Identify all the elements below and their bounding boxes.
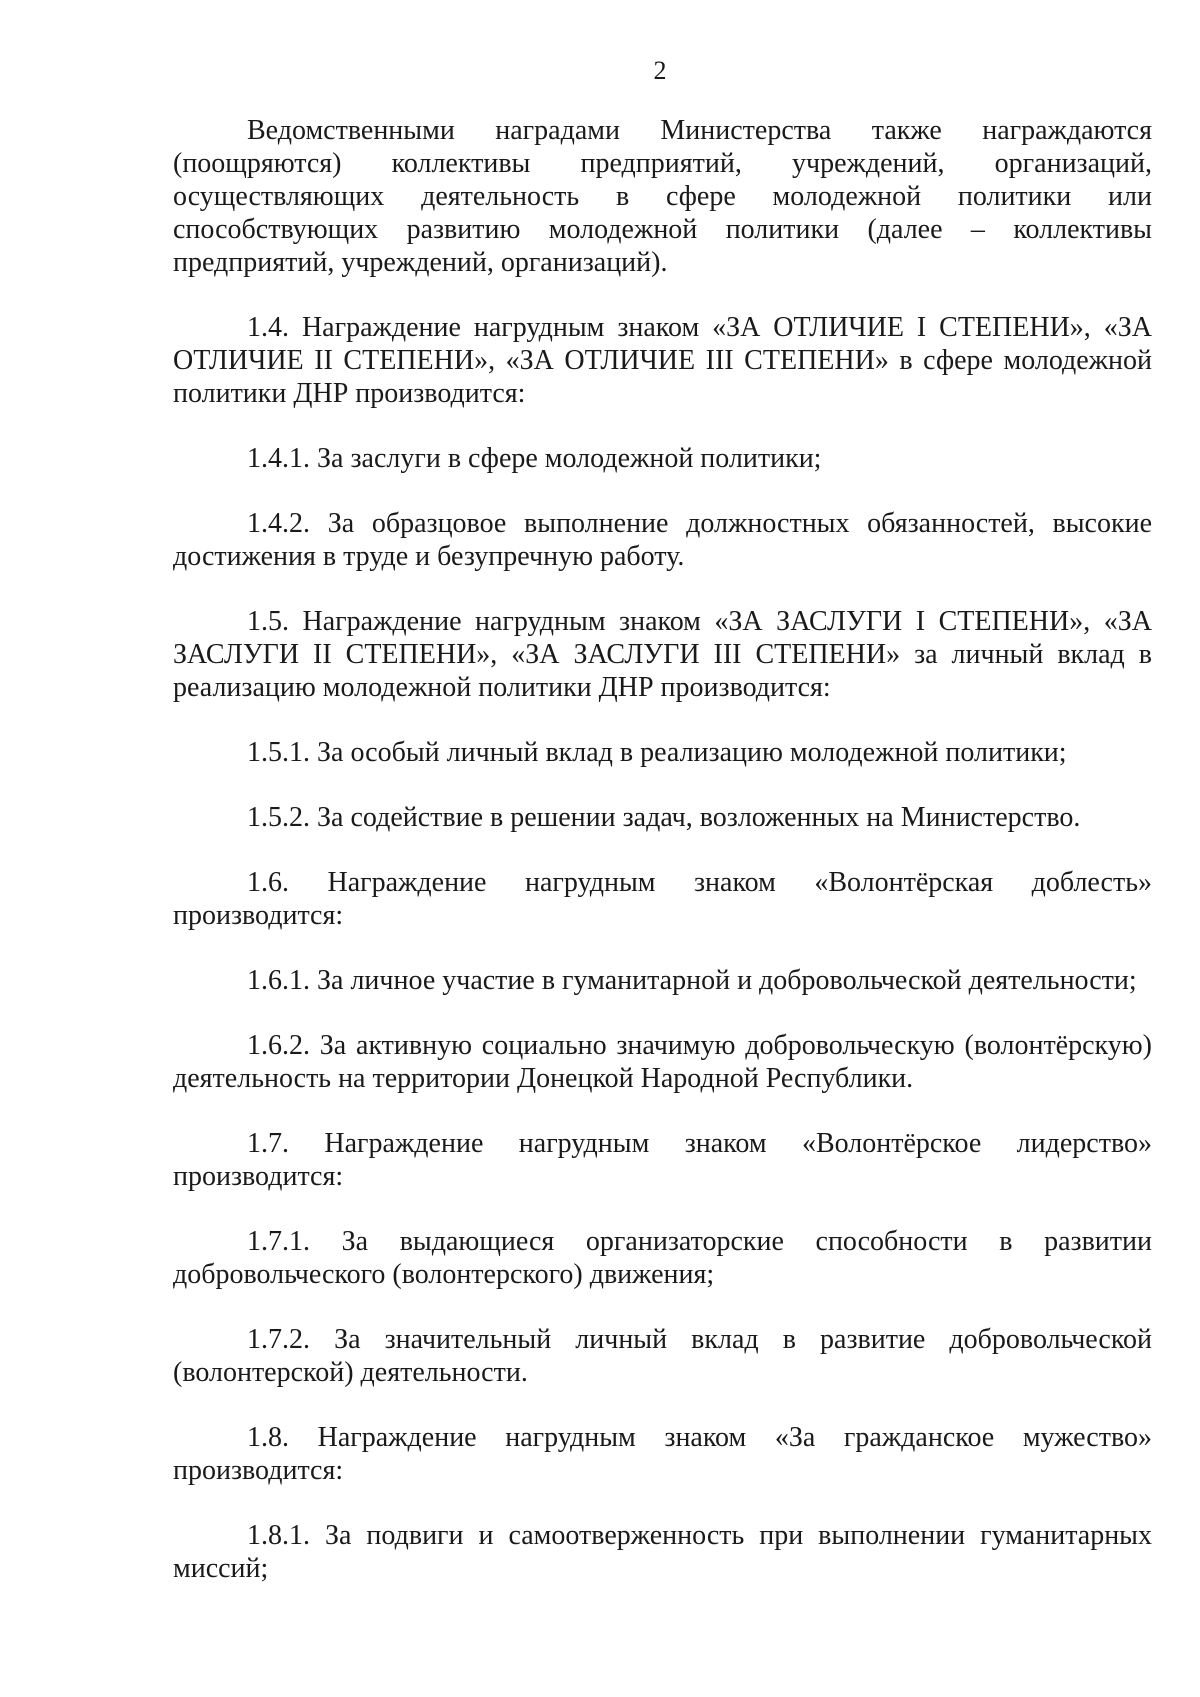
paragraph-1-7: 1.7. Награждение нагрудным знаком «Волонтёрское лидерство» производится:	[173, 1128, 1152, 1192]
paragraph-1-6-1: 1.6.1. За личное участие в гуманитарной и добровольческой деятельности;	[247, 965, 1137, 996]
paragraph-1-7-1: 1.7.1. За выдающиеся организаторские способности в развитии добровольческого (волонтерского) движения;	[173, 1226, 1152, 1290]
paragraph-1-8-1: 1.8.1. За подвиги и самоотверженность при выполнении гуманитарных миссий;	[173, 1520, 1152, 1584]
document-body	[173, 114, 1152, 1585]
paragraph-1-8: 1.8. Награждение нагрудным знаком «За гражданское мужество» производится:	[173, 1422, 1152, 1486]
paragraph-1-4-2: 1.4.2. За образцовое выполнение должностных обязанностей, высокие достижения в труде и безупречную работу.	[173, 508, 1152, 572]
paragraph-1-5-2: 1.5.2. За содействие в решении задач, возложенных на Министерство.	[247, 802, 1081, 833]
page-number: 2	[653, 56, 667, 85]
paragraph-1-4: 1.4. Награждение нагрудным знаком «ЗА ОТЛИЧИЕ I СТЕПЕНИ», «ЗА ОТЛИЧИЕ II СТЕПЕНИ», «ЗА ОТЛИЧИЕ III СТЕПЕНИ» в сфере молодежной политики ДНР производится:	[173, 312, 1152, 409]
paragraph-1-6-2: 1.6.2. За активную социально значимую добровольческую (волонтёрскую) деятельность на территории Донецкой Народной Республики.	[173, 1030, 1152, 1094]
paragraph-collectives: Ведомственными наградами Министерства также награждаются (поощряются) коллективы предприятий, учреждений, организаций, осуществляющих деятельность в сфере молодежной политики или способствующих развитию молодежной политики (далее – коллективы предприятий, учреждений, организаций).	[173, 115, 1152, 278]
paragraph-1-7-2: 1.7.2. За значительный личный вклад в развитие добровольческой (волонтерской) деятельности.	[173, 1324, 1152, 1388]
paragraph-1-5: 1.5. Награждение нагрудным знаком «ЗА ЗАСЛУГИ I СТЕПЕНИ», «ЗА ЗАСЛУГИ II СТЕПЕНИ», «ЗА ЗАСЛУГИ III СТЕПЕНИ» за личный вклад в реализацию молодежной политики ДНР производится:	[173, 606, 1152, 703]
paragraph-1-6: 1.6. Награждение нагрудным знаком «Волонтёрская доблесть» производится:	[173, 867, 1152, 931]
paragraph-1-4-1: 1.4.1. За заслуги в сфере молодежной политики;	[247, 443, 822, 474]
paragraph-1-5-1: 1.5.1. За особый личный вклад в реализацию молодежной политики;	[247, 737, 1067, 768]
